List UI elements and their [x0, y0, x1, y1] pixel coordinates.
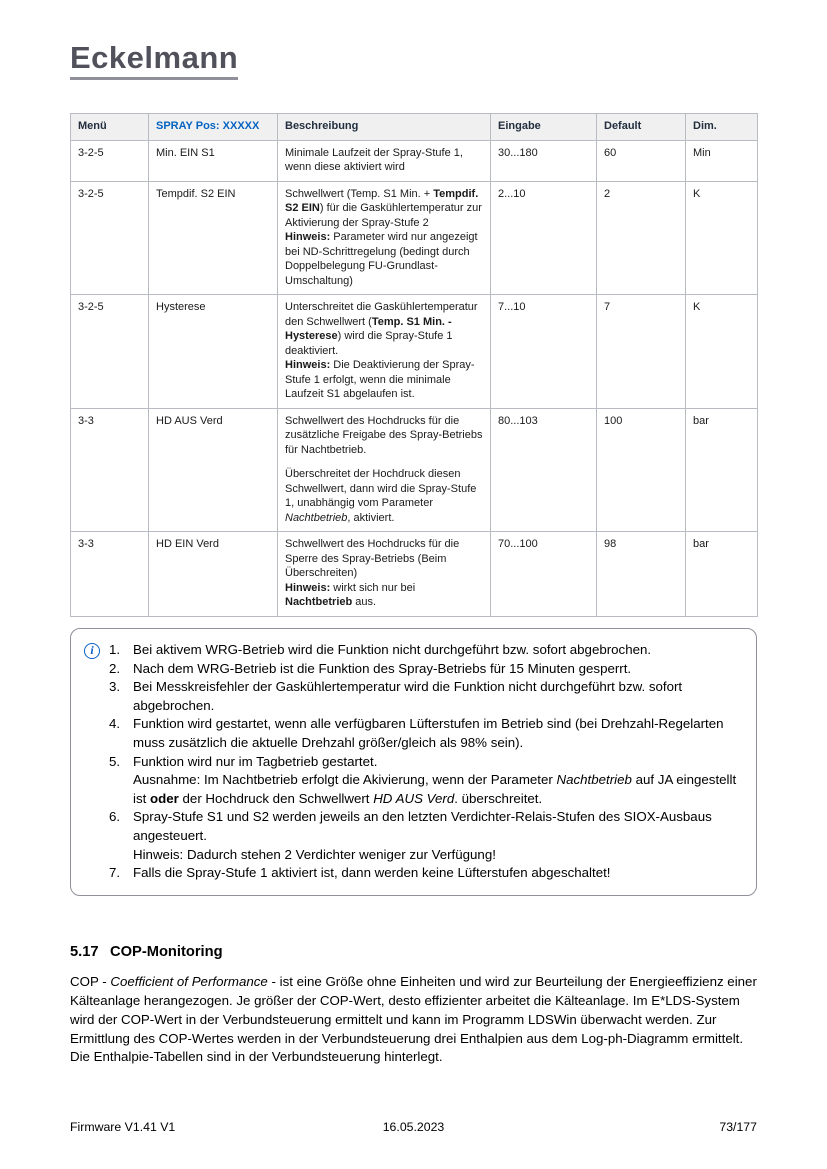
table-body — [71, 140, 758, 616]
note-number: 4. — [109, 716, 121, 732]
cell-dim: bar — [686, 532, 758, 617]
cell-default: 100 — [597, 408, 686, 532]
section-number: 5.17 — [70, 943, 99, 960]
column-header-eingabe: Eingabe — [491, 114, 597, 141]
cell-default: 7 — [597, 295, 686, 409]
cell-eingabe: 70...100 — [491, 532, 597, 617]
table-row — [71, 532, 758, 617]
cell-menu: 3-2-5 — [71, 140, 149, 181]
note-item — [109, 808, 740, 864]
cell-description: Schwellwert des Hochdrucks für die Sperre des Spray-Betriebs (Beim Überschreiten) Hinweis: wirkt sich nur bei Nachtbetrieb aus. — [278, 532, 491, 617]
column-header-spray-pos: SPRAY Pos: XXXXX — [149, 114, 278, 141]
note-text: Bei Messkreisfehler der Gaskühlertemperatur wird die Funktion nicht durchgeführt bzw. sofort abgebrochen. — [133, 679, 683, 713]
note-item — [109, 660, 740, 679]
note-number: 2. — [109, 660, 121, 676]
cell-description: Schwellwert (Temp. S1 Min. + Tempdif. S2 EIN) für die Gaskühlertemperatur zur Aktivierung der Spray-Stufe 2 Hinweis: Parameter wird nur angezeigt bei ND-Schrittregelung (bedingt durch Doppelbelegung FU-Grundlast-Umschaltung) — [278, 181, 491, 295]
cell-menu: 3-2-5 — [71, 295, 149, 409]
note-text: Spray-Stufe S1 und S2 werden jeweils an den letzten Verdichter-Relais-Stufen des SIOX-Ausbaus angesteuert. Hinweis: Dadurch stehen 2 Verdichter weniger zur Verfügung! — [133, 809, 712, 862]
table-row — [71, 140, 758, 181]
logo — [70, 42, 757, 80]
info-note-box — [70, 628, 757, 896]
column-header-beschreibung: Beschreibung — [278, 114, 491, 141]
cell-description: Schwellwert des Hochdrucks für die zusätzliche Freigabe des Spray-Betriebs für Nachtbetrieb. Überschreitet der Hochdruck diesen Schwellwert, dann wird die Spray-Stufe 1, unabhängig vom Parameter Nachtbetrieb, aktiviert. — [278, 408, 491, 532]
table-row — [71, 295, 758, 409]
cell-spray-pos: Hysterese — [149, 295, 278, 409]
cell-menu: 3-3 — [71, 408, 149, 532]
notes-list — [109, 641, 740, 883]
cell-description: Unterschreitet die Gaskühlertemperatur den Schwellwert (Temp. S1 Min. - Hysterese) wird die Spray-Stufe 1 deaktiviert. Hinweis: Die Deaktivierung der Spray-Stufe 1 erfolgt, wenn die minimale Laufzeit S1 abgelaufen ist. — [278, 295, 491, 409]
table-header-row — [71, 114, 758, 141]
cell-default: 2 — [597, 181, 686, 295]
note-number: 6. — [109, 809, 121, 825]
note-text: Bei aktivem WRG-Betrieb wird die Funktion nicht durchgeführt bzw. sofort abgebrochen. — [133, 641, 652, 657]
cell-eingabe: 30...180 — [491, 140, 597, 181]
note-item — [109, 753, 740, 809]
page-footer — [70, 1120, 757, 1134]
column-header-default: Default — [597, 114, 686, 141]
note-item — [109, 678, 740, 715]
cell-description: Minimale Laufzeit der Spray-Stufe 1, wenn diese aktiviert wird — [278, 140, 491, 181]
cell-dim: K — [686, 181, 758, 295]
note-number: 3. — [109, 679, 121, 695]
logo-wordmark: Eckelmann — [70, 42, 238, 80]
cell-spray-pos: HD AUS Verd — [149, 408, 278, 532]
table-row — [71, 181, 758, 295]
cell-menu: 3-3 — [71, 532, 149, 617]
column-header-menu: Menü — [71, 114, 149, 141]
cell-menu: 3-2-5 — [71, 181, 149, 295]
column-header-dim: Dim. — [686, 114, 758, 141]
footer-firmware-version: Firmware V1.41 V1 — [70, 1120, 176, 1134]
footer-page-number: 73/177 — [719, 1120, 757, 1134]
note-text: Falls die Spray-Stufe 1 aktiviert ist, dann werden keine Lüfterstufen abgeschaltet! — [133, 865, 611, 881]
info-icon: i — [84, 643, 100, 659]
note-number: 1. — [109, 641, 121, 657]
cell-dim: bar — [686, 408, 758, 532]
section-title: COP-Monitoring — [110, 943, 223, 960]
note-text: Funktion wird nur im Tagbetrieb gestartet. Ausnahme: Im Nachtbetrieb erfolgt die Akivierung, wenn der Parameter Nachtbetrieb auf JA eingestellt ist oder der Hochdruck den Schwellwert HD AUS Verd. überschreitet. — [133, 753, 737, 806]
cell-eingabe: 80...103 — [491, 408, 597, 532]
note-text: Funktion wird gestartet, wenn alle verfügbaren Lüfterstufen im Betrieb sind (bei Drehzahl-Regelarten muss zusätzlich die aktuelle Drehzahl größer/gleich als 98% sein). — [133, 716, 724, 750]
section-heading — [70, 944, 757, 960]
note-number: 5. — [109, 753, 121, 769]
note-item — [109, 864, 740, 883]
cell-spray-pos: Tempdif. S2 EIN — [149, 181, 278, 295]
table-row — [71, 408, 758, 532]
note-item — [109, 715, 740, 752]
cell-spray-pos: Min. EIN S1 — [149, 140, 278, 181]
cell-dim: Min — [686, 140, 758, 181]
cell-dim: K — [686, 295, 758, 409]
note-number: 7. — [109, 865, 121, 881]
cell-default: 60 — [597, 140, 686, 181]
parameter-table — [70, 113, 758, 617]
cell-spray-pos: HD EIN Verd — [149, 532, 278, 617]
cell-default: 98 — [597, 532, 686, 617]
note-item — [109, 641, 740, 660]
footer-date: 16.05.2023 — [382, 1120, 445, 1134]
cell-eingabe: 2...10 — [491, 181, 597, 295]
note-text: Nach dem WRG-Betrieb ist die Funktion des Spray-Betriebs für 15 Minuten gesperrt. — [133, 660, 632, 676]
cell-eingabe: 7...10 — [491, 295, 597, 409]
body-paragraph: COP - Coefficient of Performance - ist eine Größe ohne Einheiten und wird zur Beurteilung der Energieeffizienz einer Kälteanlage herangezogen. Je größer der COP-Wert, desto effizienter arbeitet die Kälteanlage. Im E*LDS-System wird der COP-Wert in der Verbundsteuerung ermittelt und kann im Programm LDSWin überwacht werden. Zur Ermittlung des COP-Wertes werden in der Verbundsteuerung drei Enthalpien aus dem Log-ph-Diagramm ermittelt. Die Enthalpie-Tabellen sind in der Verbundsteuerung hinterlegt. — [70, 973, 757, 1065]
